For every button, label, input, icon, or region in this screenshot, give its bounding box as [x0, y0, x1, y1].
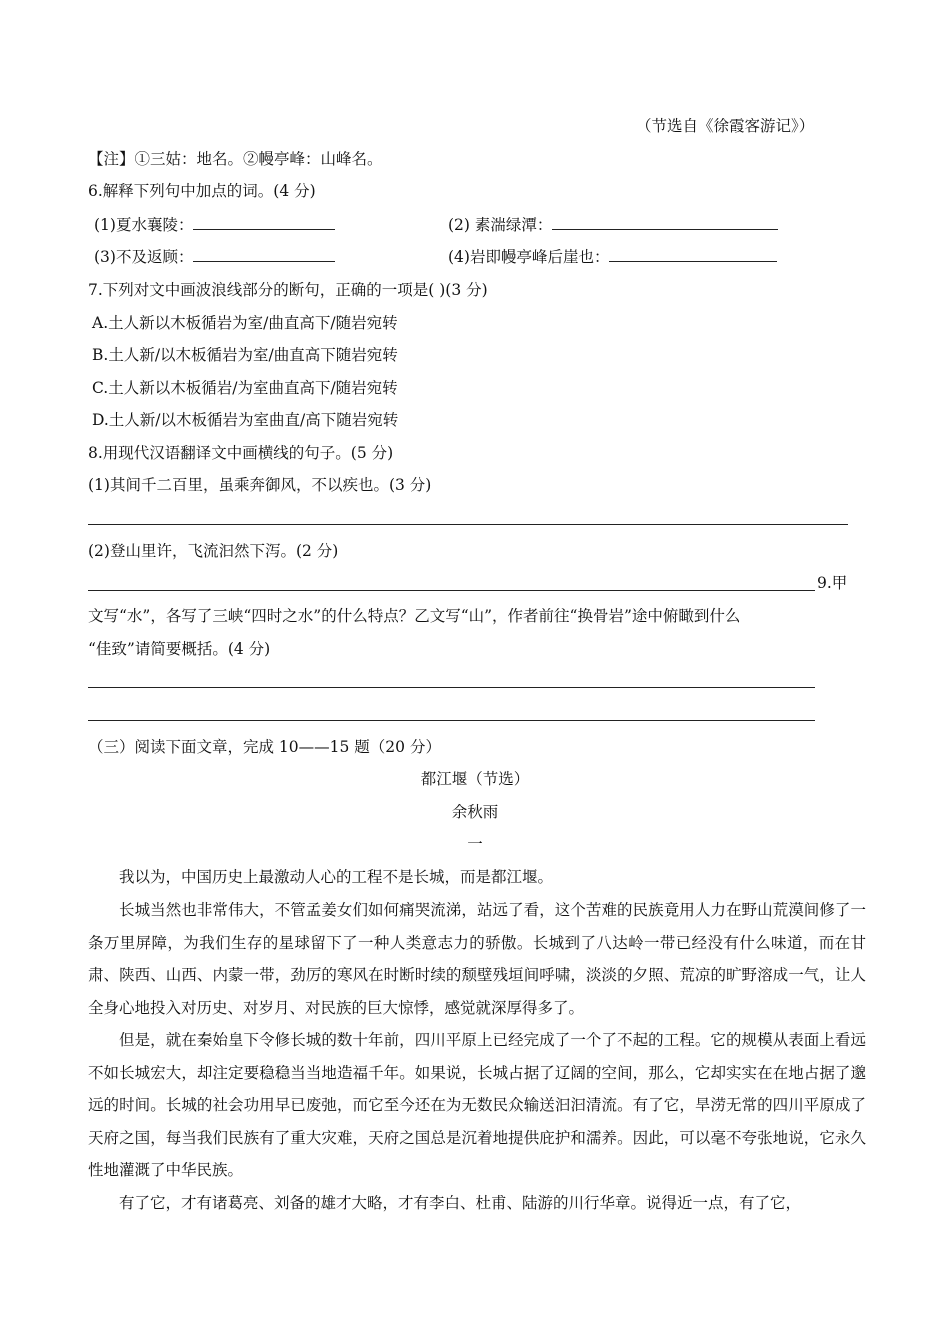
- question-8-sub-2: (2)登山里许，飞流汩然下泻。(2 分): [88, 542, 339, 560]
- question-6-item-1-label: (1)夏水襄陵：: [94, 216, 194, 234]
- answer-line-9-2[interactable]: [88, 720, 815, 721]
- article-paragraph-4: 有了它，才有诸葛亮、刘备的雄才大略，才有李白、杜甫、陆游的川行华章。说得近一点，有了它，: [119, 1194, 802, 1212]
- question-8-sub-1: (1)其间千二百里，虽乘奔御风，不以疾也。(3 分): [88, 476, 432, 494]
- article-paragraph-2: 长城当然也非常伟大，不管孟姜女们如何痛哭流涕，站远了看，这个苦难的民族竟用人力在野山荒漠间修了一条万里屏障，为我们生存的星球留下了一种人类意志力的骄傲。长城到了八达岭一带已经没有什么味道，而在甘肃、陕西、山西、内蒙一带，劲厉的寒风在时断时续的颓壁残垣间呼啸，淡淡的夕照、荒凉的旷野溶成一气，让人全身心地投入对历史、对岁月、对民族的巨大惊悸，感觉就深厚得多了。: [88, 901, 866, 1017]
- question-9-line-2: “佳致”请简要概括。(4 分): [88, 640, 271, 658]
- article-part-number: 一: [467, 835, 483, 853]
- question-6-item-4-label: (4)岩即幔亭峰后崖也：: [448, 248, 610, 266]
- answer-blank-6-2[interactable]: [552, 215, 778, 230]
- answer-blank-6-3[interactable]: [193, 247, 335, 262]
- answer-line-8-2[interactable]: [88, 590, 815, 591]
- section-3-header: （三）阅读下面文章，完成 10——15 题（20 分）: [88, 738, 441, 756]
- answer-line-9-1[interactable]: [88, 687, 815, 688]
- question-6-item-2-label: (2) 素湍绿潭：: [448, 216, 553, 234]
- answer-blank-6-1[interactable]: [193, 215, 335, 230]
- question-6-item-3: [94, 247, 335, 267]
- annotation-note: 【注】①三姑：地名。②幔亭峰：山峰名。: [88, 150, 383, 168]
- question-7-stem: 7.下列对文中画波浪线部分的断句，正确的一项是( )(3 分): [88, 281, 488, 299]
- article-author: 余秋雨: [451, 803, 499, 821]
- answer-line-8-1[interactable]: [88, 524, 848, 525]
- article-title: 都江堰（节选）: [420, 770, 530, 788]
- source-note: （节选自《徐霞客游记》）: [636, 117, 815, 135]
- question-8-stem: 8.用现代汉语翻译文中画横线的句子。(5 分): [88, 444, 394, 462]
- option-a[interactable]: A.土人新以木板循岩为室/曲直高下/随岩宛转: [92, 314, 398, 332]
- question-6-item-3-label: (3)不及返顾：: [94, 248, 194, 266]
- option-c[interactable]: C.土人新以木板循岩/为室曲直高下/随岩宛转: [92, 379, 398, 397]
- question-9-number: 9.甲: [817, 574, 848, 592]
- article-paragraph-3: 但是，就在秦始皇下令修长城的数十年前，四川平原上已经完成了一个了不起的工程。它的规模从表面上看远不如长城宏大，却注定要稳稳当当地造福千年。如果说，长城占据了辽阔的空间，那么，它却实实在在地占据了邈远的时间。长城的社会功用早已废弛，而它至今还在为无数民众输送汩汩清流。有了它，旱涝无常的四川平原成了天府之国，每当我们民族有了重大灾难，天府之国总是沉着地提供庇护和濡养。因此，可以毫不夸张地说，它永久性地灌溉了中华民族。: [88, 1031, 866, 1179]
- option-b[interactable]: B.土人新/以木板循岩为室/曲直高下随岩宛转: [92, 346, 398, 364]
- option-d[interactable]: D.土人新/以木板循岩为室曲直/高下随岩宛转: [92, 411, 399, 429]
- question-9-line-1: 文写“水”，各写了三峡“四时之水”的什么特点？乙文写“山”，作者前往“换骨岩”途中俯瞰到什么: [88, 607, 741, 625]
- article-paragraph-1: 我以为，中国历史上最激动人心的工程不是长城，而是都江堰。: [119, 868, 554, 886]
- question-6-item-2: [448, 215, 778, 235]
- question-6-item-1: [94, 215, 335, 235]
- question-6-stem: 6.解释下列句中加点的词。(4 分): [88, 182, 316, 200]
- question-6-item-4: [448, 247, 777, 267]
- answer-blank-6-4[interactable]: [609, 247, 777, 262]
